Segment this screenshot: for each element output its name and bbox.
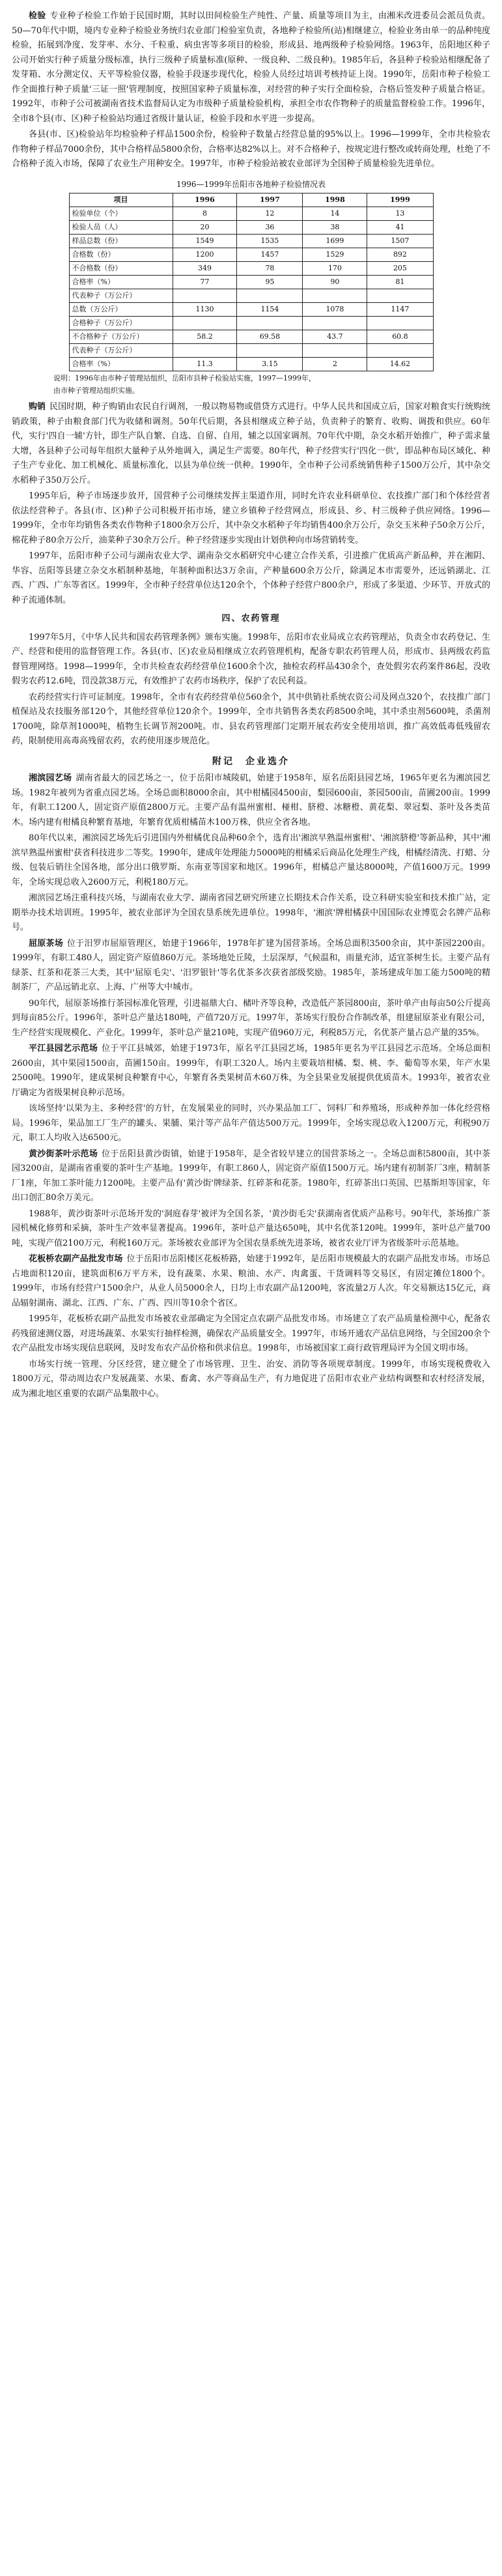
paragraph — [12, 631, 490, 689]
paragraph — [12, 691, 490, 749]
table-row — [69, 235, 433, 248]
table-cell: 58.2 — [173, 330, 237, 344]
paragraph-text: 湖南省最大的园艺场之一，位于岳阳市城陵矶，始建于1958年，原名岳阳县园艺场，1965年更名为湘滨园艺场。1982年被列为省重点园艺场。全场总面积8000余亩，其中柑橘园4500亩，梨园600亩，茶园500亩，苗圃200亩。1999年，有职工1200人，固定资产原值2800万元。主要产品有温州蜜柑、椪柑、脐橙、冰糖橙、黄花梨、翠冠梨、茶叶及各类苗木。场内建有柑橘良种繁育基地，年繁育优质柑橘苗木100万株，供应全省各地。 — [12, 773, 490, 827]
paragraph — [12, 937, 490, 995]
table-cell: 36 — [237, 221, 303, 235]
table-cell: 1457 — [237, 248, 303, 262]
table-cell — [367, 317, 433, 330]
paragraph-text: 专业种子检验工作始于民国时期，其时以田间检验生产纯性、产量、质量等项目为主，由湘米改进委员会派员负责。50—70年代中期，境内专业种子检验业务统归农业部门检验室负责，各地种子检验所(站)相继建立，检验业务由单一的品种纯度检验，拓展到净度、发芽率、水分、千粒重、病虫害等多项目的检验，形成县、地两级种子检验网络。1963年，岳阳地区种子公司开始实行种子质量分级标准，执行三级种子质量标准(原种、一级良种、二级良种)。1985年后，各县种子检验站相继配备了发芽箱、水分测定仪、天平等检验仪器，检验手段逐步现代化，检验人员经过培训考核持证上岗。1990年，岳阳市种子检验工作全面推行种子质量'三证一照'管理制度，按照国家种子质量标准，对经营的种子实行全面检验，合格后签发种子质量合格证。1992年，市种子公司被湖南省技术监督局认定为市级种子质量检验机构，承担全市农作物种子的质量监督检验工作。1996年，全市8个县(市、区)种子检验站均通过省级计量认证，检验手段和水平进一步提高。 — [12, 11, 490, 124]
table-cell: 1535 — [237, 235, 303, 248]
paragraph-text: 位于平江县城郊，始建于1973年，原名平江县园艺场，1985年更名为平江县园艺示范场。全场总面积2600亩，其中果园1500亩，苗圃150亩。1999年，有职工320人。场内主要栽培柑橘、梨、桃、李、葡萄等水果，年产水果2500吨。1990年，建成果树良种繁育中心，年繁育各类果树苗木60万株，为全县果业发展提供优质苗木。1993年，被省农业厅确定为省级果树良种示范场。 — [12, 1044, 490, 1098]
table-cell — [367, 289, 433, 303]
section-title: 四、农药管理 — [221, 614, 281, 623]
table-cell — [367, 344, 433, 358]
table-row — [69, 317, 433, 330]
table-row-label: 合格率（%） — [69, 276, 173, 289]
table-row — [69, 207, 433, 221]
table-cell — [303, 289, 367, 303]
paragraph-text: 90年代，屈原茶场推行茶园标准化管理，引进福鼎大白、槠叶齐等良种，改造低产茶园800亩，茶叶单产由每亩50公斤提高到每亩85公斤。1996年，茶叶总产量达180吨，产值720万元。1997年，茶场实行股份合作制改革，组建屈原茶业有限公司，生产经营实现规模化、产业化。1999年，茶叶总产量210吨，实现产值960万元，利税85万元，名优茶产量占总产量的35%。 — [12, 998, 490, 1038]
table-row-label: 不合格数（份） — [69, 262, 173, 276]
table-cell: 14 — [303, 207, 367, 221]
paragraph-text: 1995年后，种子市场逐步放开，国营种子公司继续发挥主渠道作用，同时允许农业科研单位、农技推广部门和个体经营者依法经营种子。各县(市、区)种子公司积极开拓市场，建立乡镇种子经营网点，形成县、乡、村三级种子供应网络。1996—1999年，全市年均销售各类农作物种子1800余万公斤，其中杂交水稻种子年均销售400余万公斤，杂交玉米种子50余万公斤，棉花种子80余万公斤，油菜种子30余万公斤。种子经营逐步实现由计划供种向市场营销转变。 — [12, 491, 490, 545]
paragraph — [12, 831, 490, 890]
table-cell: 2 — [303, 358, 367, 371]
table-cell: 12 — [237, 207, 303, 221]
paragraph — [12, 1147, 490, 1206]
table-cell: 14.62 — [367, 358, 433, 371]
table-row-label: 样品总数（份） — [69, 235, 173, 248]
paragraph-text: 1997年，岳阳市种子公司与湖南农业大学、湖南杂交水稻研究中心建立合作关系，引进推广优质高产新品种，并在湘阴、华容、岳阳等县建立杂交水稻制种基地，年制种面积达3万余亩，产种量600余万公斤，除满足本市需要外，还远销湖北、江西、广西、广东等省区。1999年，全市种子经营单位达120余个，个体种子经营户800余户，形成了多渠道、少环节、开放式的种子流通体制。 — [12, 551, 490, 605]
paragraph-text: 农药经营实行许可证制度。1998年，全市有农药经营单位560余个，其中供销社系统农资公司及网点320个，农技推广部门植保站及农技服务部120个，其他经营单位120余个。1999年，全市共销售各类农药8500余吨，其中杀虫剂5600吨，杀菌剂1700吨，除草剂1000吨，植物生长调节剂200吨。市、县农药管理部门定期开展农药安全使用培训，推广高效低毒低残留农药，限制使用高毒高残留农药，农药使用逐步规范化。 — [12, 692, 490, 746]
paragraph — [12, 1042, 490, 1100]
paragraph-text: 位于岳阳市岳阳楼区花板桥路，始建于1992年，是岳阳市规模最大的农副产品批发市场。市场总占地面积120亩，建筑面积6万平方米，设有蔬菜、水果、粮油、水产、肉禽蛋、干货调料等交易区，有固定摊位1800个。1999年，市场有经营户1500余户，从业人员5000余人，日均上市农副产品1200吨，客流量2万人次。年交易额达15亿元，商品辐射湖南、湖北、江西、广东、广西、四川等10余个省区。 — [12, 1254, 490, 1308]
paragraph-text: 民国时期，种子购销由农民自行调剂，一般以物易物或借贷方式进行。中华人民共和国成立后，国家对粮食实行统购统销政策，种子由粮食部门代为收储和调剂。50年代后期，各县相继成立种子站，负责种子的繁育、收购、调拨和供应。60年代，实行'四自一辅'方针，即生产队自繁、自选、自留、自用，辅之以国家调剂。70年代中期，杂交水稻开始推广，种子需求量大增，各县种子公司每年组织大量种子从外地调入，满足生产需要。80年代，种子经营实行'四化一供'，即品种布局区域化、种子生产专业化、加工机械化、质量标准化，以县为单位统一供种。1990年，全市种子公司系统销售种子1500万公斤，其中杂交水稻种子350万公斤。 — [12, 402, 490, 485]
table-cell: 1549 — [173, 235, 237, 248]
paragraph-text: 湘滨园艺场注重科技兴场，与湖南农业大学、湖南省园艺研究所建立长期技术合作关系，设立科研实验室和技术推广站，定期举办技术培训班。1995年，被农业部评为全国农垦系统先进单位。1998年，'湘滨'牌柑橘获中国国际农业博览会名牌产品称号。 — [12, 893, 490, 932]
paragraph-text: 位于汨罗市屈原管理区，始建于1966年，1978年扩建为国营茶场。全场总面积3500余亩，其中茶园2200亩。1999年，有职工480人，固定资产原值860万元。茶场地处丘陵，土层深厚，气候温和，雨量充沛，适宜茶树生长。主要产品有绿茶、红茶和花茶三大类，其中'屈原毛尖'、'汨罗银针'等名优茶多次获省部级奖励。1985年，茶场建成年加工能力500吨的精制茶厂，产品远销北京、上海、广州等大中城市。 — [12, 938, 490, 992]
paragraph-text: 市场实行统一管理、分区经营，建立健全了市场管理、卫生、治安、消防等各项规章制度。1999年，市场实现税费收入1800万元，带动周边农户发展蔬菜、水果、畜禽、水产等商品生产，有力地促进了岳阳市农业产业结构调整和农村经济发展，成为湘北地区重要的农副产品集散中心。 — [12, 1359, 490, 1399]
paragraph — [12, 128, 490, 172]
paragraph — [12, 1312, 490, 1356]
table-cell: 69.58 — [237, 330, 303, 344]
paragraph-text: 1995年，花板桥农副产品批发市场被农业部确定为全国定点农副产品批发市场。市场建立了农产品质量检测中心，配备农药残留速测仪器，对进场蔬菜、水果实行抽样检测，确保农产品质量安全。1997年，市场开通农产品信息网络，与全国200余个农产品批发市场实现信息联网，及时发布农产品价格和供求信息。1998年，市场被国家工商行政管理局评为全国文明市场。 — [12, 1314, 490, 1353]
table-note-line-2: 由市种子管理站组织实施。 — [53, 386, 139, 395]
table-header-cell: 1998 — [303, 193, 367, 207]
table-cell: 205 — [367, 262, 433, 276]
pesticide-section — [12, 631, 490, 749]
table-row-label: 检验单位（个） — [69, 207, 173, 221]
table-cell: 170 — [303, 262, 367, 276]
table-row — [69, 344, 433, 358]
paragraph-text: 1997年5月，《中华人民共和国农药管理条例》颁布实施。1998年，岳阳市农业局成立农药管理站，负责全市农药登记、生产、经营和使用的监督管理工作。各县(市、区)农业局相继成立农药管理机构，配备专职农药管理人员，形成市、县两级农药监督管理网络。1998—1999年，全市共检查农药经营单位1600余个次，抽检农药样品430余个，查处假劣农药案件86起，没收假劣农药12.6吨，罚没款38万元，有效维护了农药市场秩序，保护了农民利益。 — [12, 632, 490, 686]
table-cell: 1529 — [303, 248, 367, 262]
paragraph-text: 1988年，黄沙街茶叶示范场开发的'洞庭春芽'被评为全国名茶，'黄沙街毛尖'获湖南省优质产品称号。90年代，茶场推广茶园机械化修剪和采摘，茶叶生产效率显著提高。1996年，茶叶总产量达650吨，其中名优茶120吨。1999年，茶叶总产量700吨，实现产值2100万元，利税160万元。茶场被农业部评为全国农垦系统先进茶场，被省农业厅评为省级茶叶示范基地。 — [12, 1209, 490, 1248]
table-cell: 1130 — [173, 303, 237, 317]
table-cell: 1078 — [303, 303, 367, 317]
table-row-label: 不合格种子（万公斤） — [69, 330, 173, 344]
table-cell: 349 — [173, 262, 237, 276]
table-cell — [237, 289, 303, 303]
table-cell: 20 — [173, 221, 237, 235]
table-caption: 1996—1999年岳阳市各地种子检验情况表 — [176, 179, 326, 189]
table-row-label: 合格率（%） — [69, 358, 173, 371]
table-note-line-1: 说明：1996年由市种子管理站组织，岳阳市县种子检验站实施，1997—1999年， — [53, 374, 316, 382]
table-row — [69, 303, 433, 317]
paragraph-lead: 平江县园艺示范场 — [29, 1044, 98, 1053]
paragraph-text: 位于岳阳县黄沙街镇，始建于1958年，是全省较早建立的国营茶场之一。全场总面积5800亩，其中茶园3200亩，是湖南省重要的茶叶生产基地。1999年，有职工860人，固定资产原值1500万元。场内建有初制茶厂3座，精制茶厂1座，年加工茶叶能力1200吨。主要产品有'黄沙街'牌绿茶、红碎茶和花茶。1980年，红碎茶出口英国、巴基斯坦等国家，年出口创汇80余万美元。 — [12, 1149, 490, 1203]
table-cell — [237, 344, 303, 358]
table-cell: 78 — [237, 262, 303, 276]
table-cell: 1699 — [303, 235, 367, 248]
table-cell: 892 — [367, 248, 433, 262]
table-cell — [303, 344, 367, 358]
paragraph — [12, 1102, 490, 1146]
table-header-cell: 1996 — [173, 193, 237, 207]
paragraph-text: 各县(市、区)检验站年均检验种子样品1500余份，检验种子数量占经营总量的95%以上。1996—1999年，全市共检验农作物种子样品7000余份，其中合格样品5800余份，合格率达82%以上。对不合格种子，按规定进行整改或转商处理，杜绝了不合格种子流入市场，保障了农业生产用种安全。1997年，市种子检验站被农业部评为全国种子质量检验先进单位。 — [12, 130, 490, 169]
table-row — [69, 358, 433, 371]
table-cell: 77 — [173, 276, 237, 289]
table-row-label: 合格数（份） — [69, 248, 173, 262]
paragraph-lead: 黄沙街茶叶示范场 — [29, 1149, 98, 1159]
table-row-label: 合格种子（万公斤） — [69, 317, 173, 330]
table-row — [69, 289, 433, 303]
paragraph-lead: 购销 — [29, 402, 46, 412]
enterprise-section — [12, 771, 490, 1401]
table-cell — [173, 317, 237, 330]
paragraph-lead: 湘滨园艺场 — [29, 773, 72, 783]
table-row-label: 代表种子（万公斤） — [69, 289, 173, 303]
table-row — [69, 276, 433, 289]
paragraph-text: 该场坚持'以果为主、多种经营'的方针，在发展果业的同时，兴办果品加工厂、饲料厂和养殖场，形成种养加一体化经营格局。1996年，果品加工厂生产的罐头、果脯、果汁等产品年产值达500万元。1999年，全场实现总收入1200万元，利税90万元，职工人均收入达6500元。 — [12, 1104, 490, 1143]
table-cell: 3.15 — [237, 358, 303, 371]
table-row — [69, 221, 433, 235]
table-cell: 11.3 — [173, 358, 237, 371]
table-cell: 41 — [367, 221, 433, 235]
table-cell: 8 — [173, 207, 237, 221]
table-header-cell: 1999 — [367, 193, 433, 207]
paragraph — [12, 400, 490, 488]
table-cell — [237, 317, 303, 330]
paragraph-text: 80年代以来，湘滨园艺场先后引进国内外柑橘优良品种60余个，选育出'湘滨早熟温州蜜柑'、'湘滨脐橙'等新品种，其中'湘滨早熟温州蜜柑'获省科技进步二等奖。1990年，建成年处理能力5000吨的柑橘采后商品化处理生产线，柑橘经清洗、打蜡、分级、包装后销往全国各地，部分出口俄罗斯、东南亚等国家和地区。1996年，柑橘总产量达8000吨，产值1600万元。1999年，全场实现总收入2600万元，利税180万元。 — [12, 833, 490, 887]
table-row — [69, 248, 433, 262]
paragraph — [12, 1358, 490, 1402]
paragraph — [12, 771, 490, 830]
table-cell: 60.8 — [367, 330, 433, 344]
table-cell: 1154 — [237, 303, 303, 317]
appendix-title: 附记 企业选介 — [212, 756, 290, 767]
table-row-label: 代表种子（万公斤） — [69, 344, 173, 358]
table-cell: 90 — [303, 276, 367, 289]
table-row — [69, 262, 433, 276]
paragraph — [12, 997, 490, 1041]
paragraph-lead: 屈原茶场 — [29, 938, 64, 949]
table-row-label: 检验人员（人） — [69, 221, 173, 235]
paragraph — [12, 9, 490, 126]
table-header-cell: 1997 — [237, 193, 303, 207]
table-cell: 1200 — [173, 248, 237, 262]
paragraph — [12, 1207, 490, 1252]
purchase-sales-section — [12, 400, 490, 608]
table-body — [69, 207, 433, 371]
table-row — [69, 330, 433, 344]
paragraph — [12, 1252, 490, 1311]
paragraph — [12, 489, 490, 548]
table-cell: 43.7 — [303, 330, 367, 344]
paragraph-lead: 花板桥农副产品批发市场 — [29, 1254, 123, 1264]
table-header-cell: 项目 — [69, 193, 173, 207]
paragraph-lead: 检验 — [29, 11, 46, 21]
table-row-label: 总数（万公斤） — [69, 303, 173, 317]
table-cell — [173, 344, 237, 358]
table-cell: 38 — [303, 221, 367, 235]
table-cell — [173, 289, 237, 303]
table-cell: 1147 — [367, 303, 433, 317]
table-header-row — [69, 193, 433, 207]
seed-inspection-table — [69, 193, 434, 371]
intro-section — [12, 9, 490, 172]
paragraph — [12, 549, 490, 608]
table-cell — [303, 317, 367, 330]
table-cell: 81 — [367, 276, 433, 289]
table-cell: 13 — [367, 207, 433, 221]
table-cell: 1507 — [367, 235, 433, 248]
table-cell: 95 — [237, 276, 303, 289]
paragraph — [12, 891, 490, 936]
